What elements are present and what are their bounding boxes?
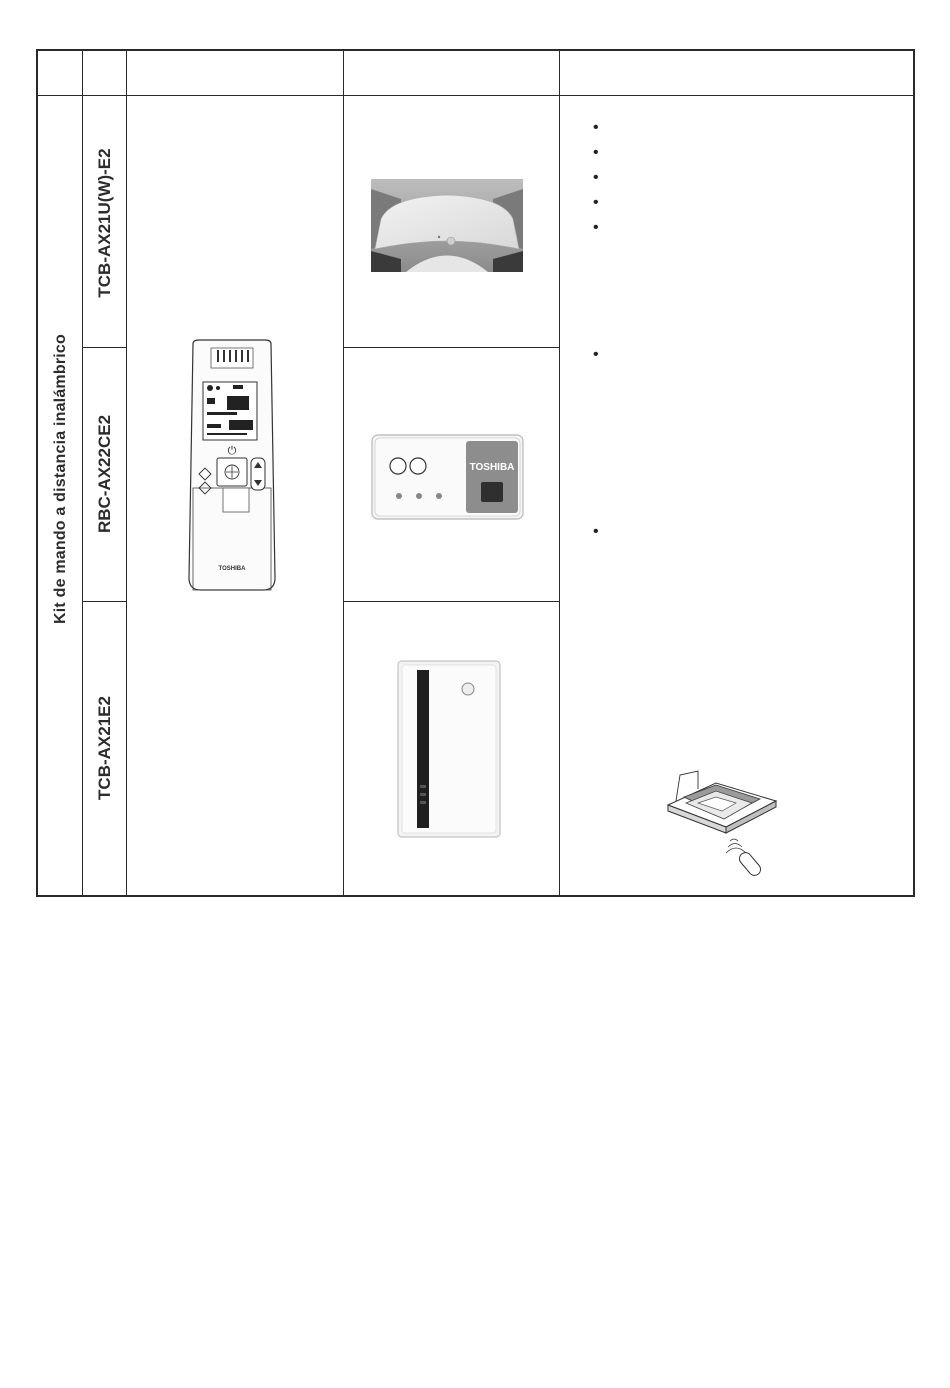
- column-divider: [559, 51, 560, 895]
- remote-brand-logo: TOSHIBA: [218, 566, 246, 572]
- bullet: •: [593, 169, 599, 186]
- bullet: •: [593, 219, 599, 236]
- bullet: •: [593, 144, 599, 161]
- column-divider: [343, 51, 344, 895]
- row-divider: [82, 347, 127, 348]
- slim-receiver-unit-photo: [397, 660, 501, 838]
- wireless-remote-controller-illustration: [185, 338, 279, 594]
- column-divider: [82, 51, 83, 895]
- bullet: •: [593, 194, 599, 211]
- ceiling-panel-receiver-photo: [371, 179, 523, 272]
- model-label-tcb-ax21e2: TCB-AX21E2: [95, 696, 114, 800]
- model-label-rbc-ax22ce2: RBC-AX22CE2: [95, 414, 114, 534]
- wall-receiver-unit-photo: [371, 434, 524, 522]
- bullet: •: [593, 119, 599, 136]
- bullet: •: [593, 346, 599, 363]
- accessory-table: [36, 49, 915, 897]
- svg-text:⏻: ⏻: [227, 445, 237, 457]
- bullet: •: [593, 523, 599, 540]
- receiver-brand-logo: TOSHIBA: [469, 462, 515, 473]
- column-divider: [126, 51, 127, 895]
- row-divider: [82, 601, 127, 602]
- model-label-tcb-ax21uw-e2: TCB-AX21U(W)-E2: [95, 148, 114, 298]
- row-divider: [343, 347, 560, 348]
- group-label: Kit de mando a distancia inalámbrico: [52, 334, 69, 624]
- cassette-unit-with-remote-illustration: [664, 761, 784, 879]
- row-divider: [343, 601, 560, 602]
- header-divider: [38, 95, 913, 96]
